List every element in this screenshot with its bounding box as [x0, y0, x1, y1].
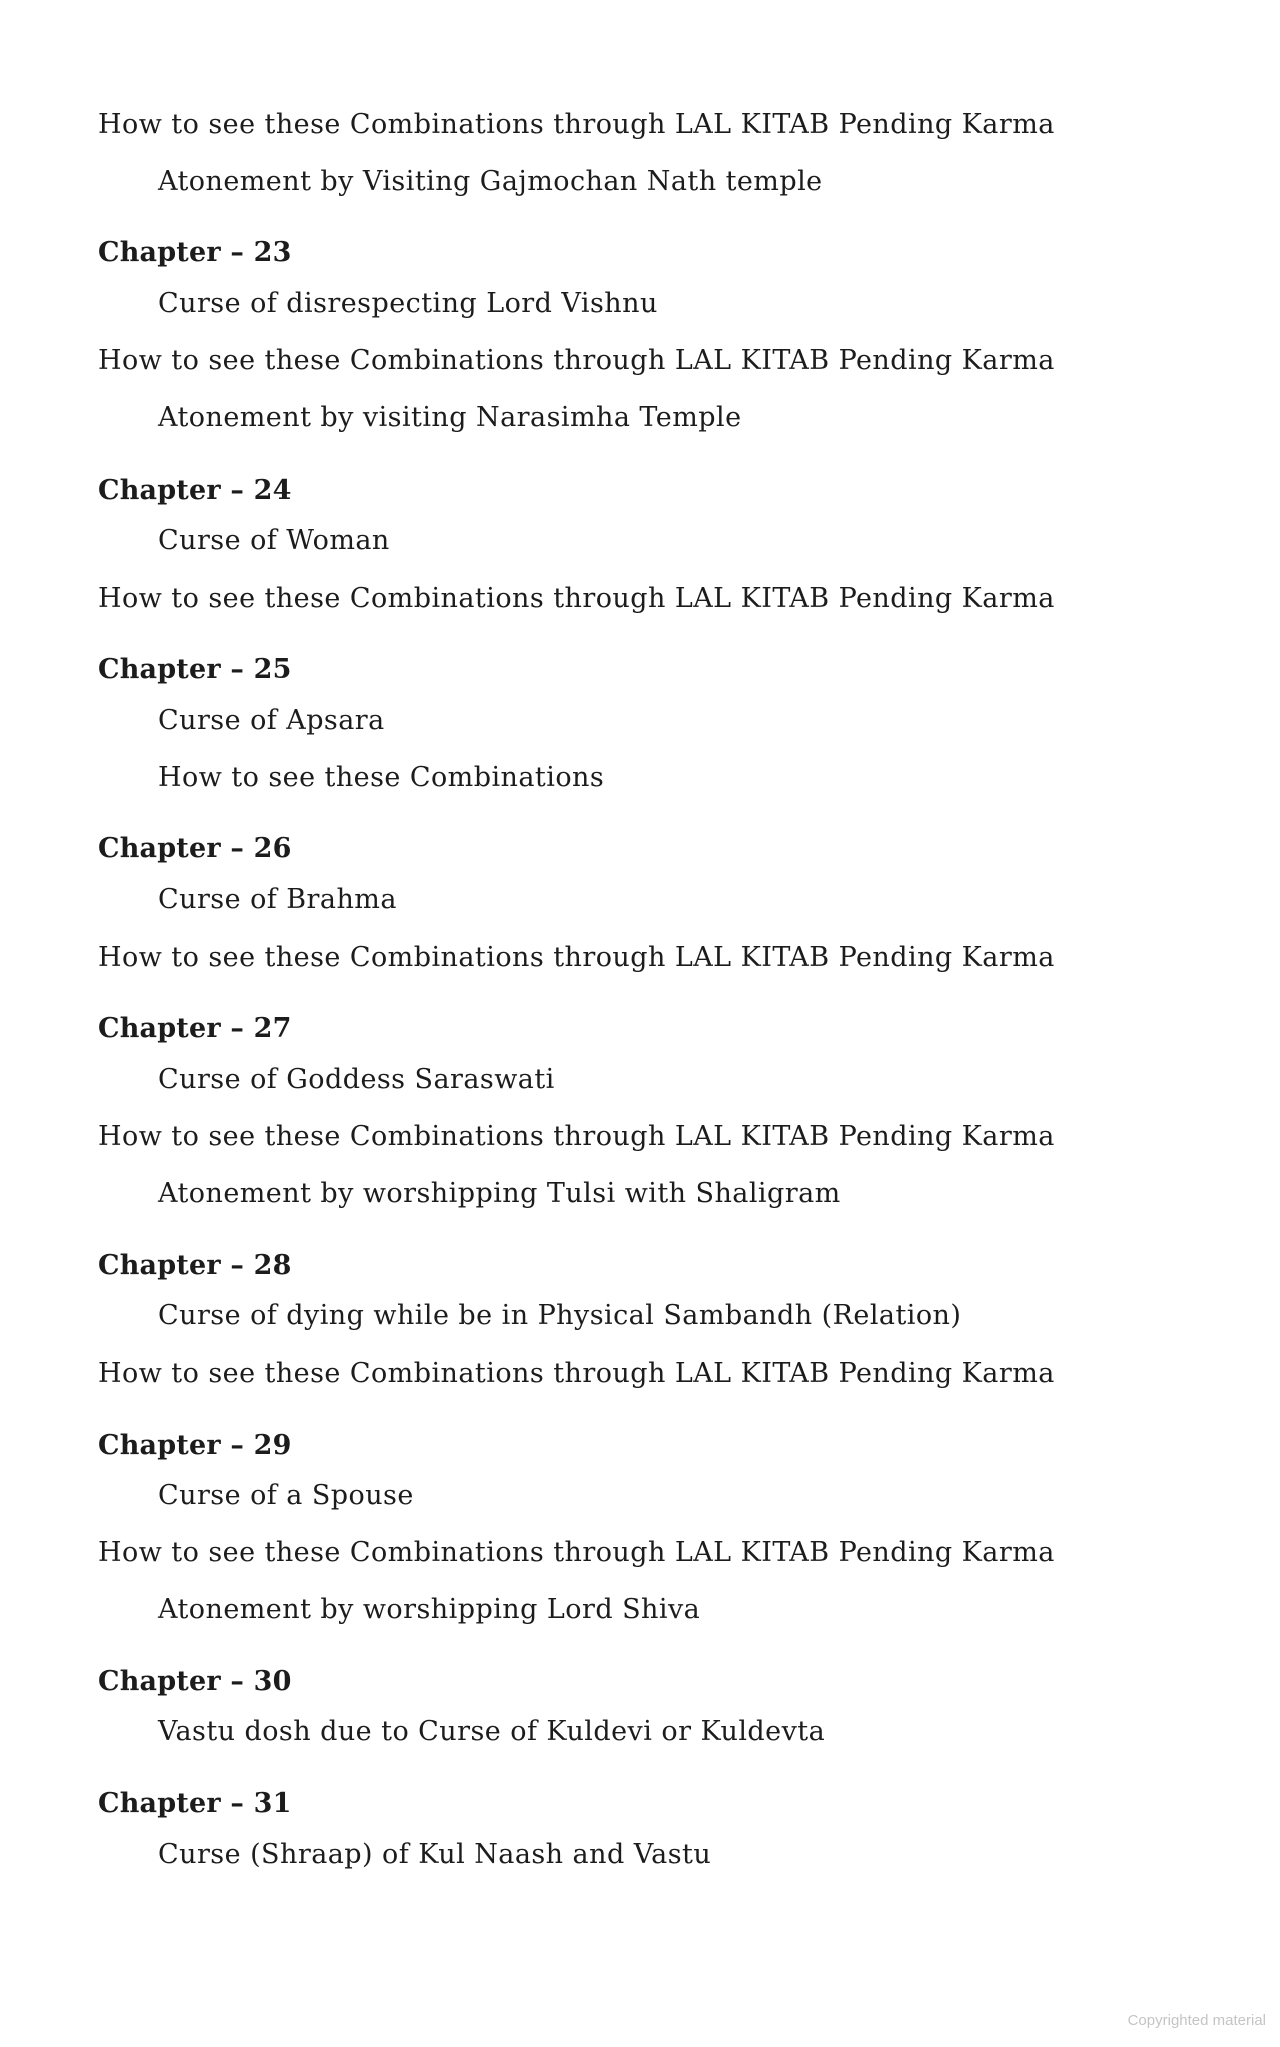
chapter-heading: Chapter – 24 — [98, 475, 292, 506]
toc-subentry: Curse of Brahma — [158, 884, 397, 915]
toc-entry: How to see these Combinations through LAL KITAB Pending Karma — [98, 345, 1055, 376]
toc-subentry: Curse of dying while be in Physical Sambandh (Relation) — [158, 1300, 962, 1331]
chapter-heading: Chapter – 27 — [98, 1013, 292, 1044]
chapter-heading: Chapter – 25 — [98, 654, 292, 685]
toc-entry: How to see these Combinations through LAL KITAB Pending Karma — [98, 942, 1055, 973]
toc-subentry: Vastu dosh due to Curse of Kuldevi or Kuldevta — [158, 1716, 826, 1747]
toc-subentry: Curse of Goddess Saraswati — [158, 1064, 555, 1095]
chapter-heading: Chapter – 23 — [98, 237, 292, 268]
copyright-notice: Copyrighted material — [1127, 2012, 1266, 2029]
chapter-heading: Chapter – 29 — [98, 1430, 292, 1461]
toc-subentry: How to see these Combinations — [158, 762, 605, 793]
toc-subentry: Curse of disrespecting Lord Vishnu — [158, 288, 658, 319]
toc-entry: How to see these Combinations through LAL KITAB Pending Karma — [98, 109, 1055, 140]
toc-entry: How to see these Combinations through LAL KITAB Pending Karma — [98, 1121, 1055, 1152]
toc-subentry: Curse of a Spouse — [158, 1480, 414, 1511]
toc-entry: How to see these Combinations through LAL KITAB Pending Karma — [98, 1358, 1055, 1389]
toc-subentry: Atonement by worshipping Lord Shiva — [158, 1594, 701, 1625]
toc-subentry: Atonement by Visiting Gajmochan Nath temple — [158, 166, 823, 197]
chapter-heading: Chapter – 31 — [98, 1788, 292, 1819]
toc-subentry: Curse (Shraap) of Kul Naash and Vastu — [158, 1839, 712, 1870]
chapter-heading: Chapter – 26 — [98, 833, 292, 864]
toc-entry: How to see these Combinations through LAL KITAB Pending Karma — [98, 1537, 1055, 1568]
toc-entry: How to see these Combinations through LAL KITAB Pending Karma — [98, 583, 1055, 614]
toc-subentry: Curse of Woman — [158, 525, 390, 556]
toc-subentry: Atonement by worshipping Tulsi with Shaligram — [158, 1178, 841, 1209]
toc-subentry: Atonement by visiting Narasimha Temple — [158, 402, 742, 433]
chapter-heading: Chapter – 28 — [98, 1250, 292, 1281]
toc-subentry: Curse of Apsara — [158, 705, 385, 736]
chapter-heading: Chapter – 30 — [98, 1666, 292, 1697]
